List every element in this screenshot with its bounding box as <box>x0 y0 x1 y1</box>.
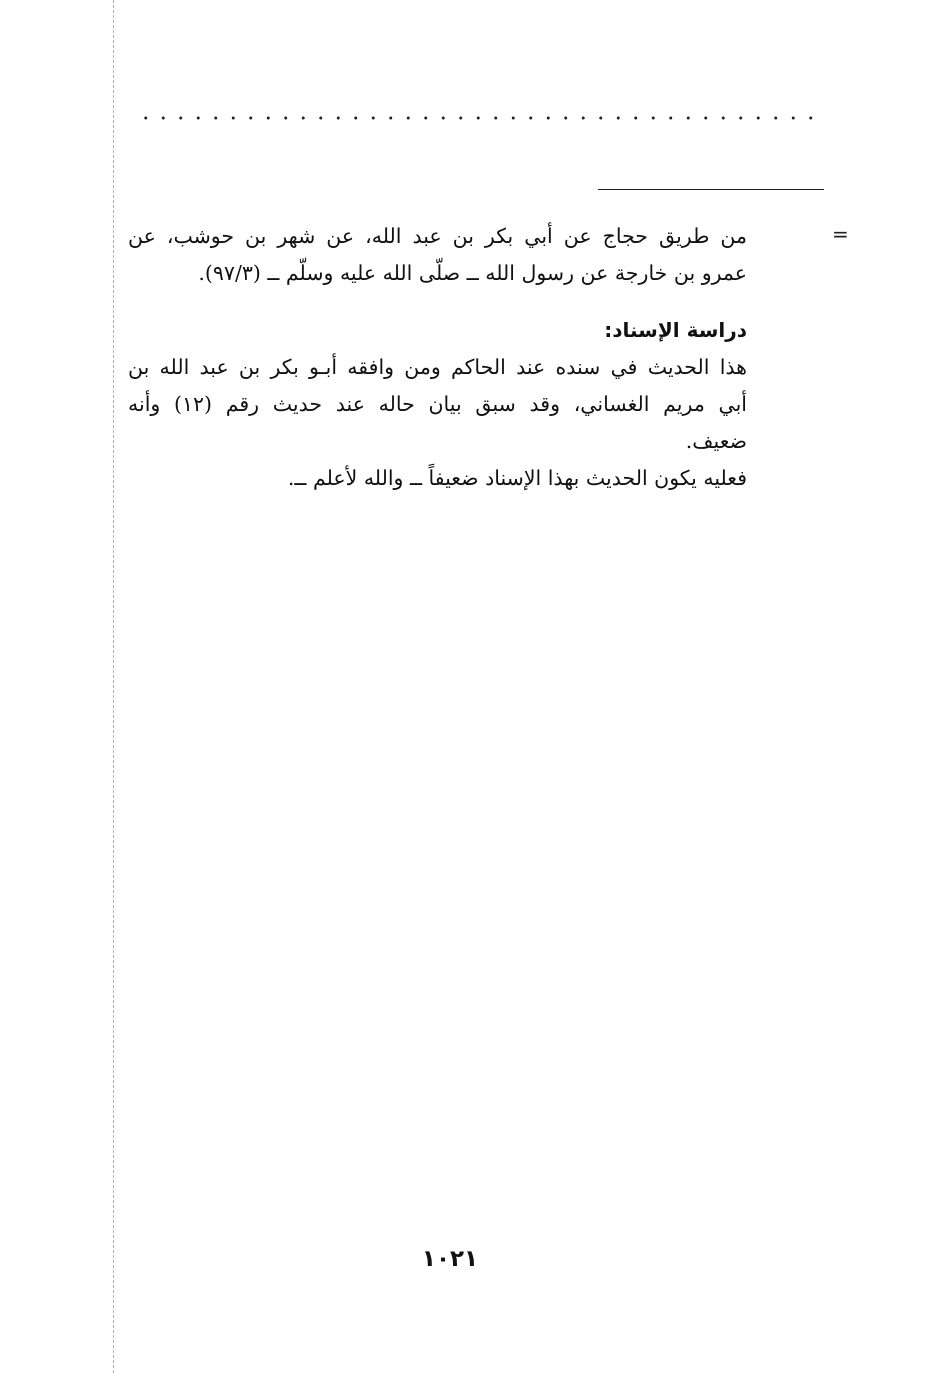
paragraph-line: هذا الحديث في سنده عند الحاكم ومن وافقه أبـو بكر بن عبد الله بن <box>128 355 747 379</box>
footnote-continuation-mark: = <box>832 222 849 246</box>
study-section <box>128 312 747 497</box>
conclusion-line: فعليه يكون الحديث بهذا الإسناد ضعيفاً ــ والله لأعلم ــ. <box>287 466 747 490</box>
footnote-block <box>128 218 747 292</box>
paragraph-line: ضعيف. <box>685 429 747 453</box>
footnote-separator-line <box>598 189 824 190</box>
paragraph-line: أبي مريم الغساني، وقد سبق بيان حاله عند حديث رقم (١٢) وأنه <box>128 392 747 416</box>
page-binding-edge <box>113 0 114 1373</box>
page-number: ١٠٢١ <box>421 1246 479 1272</box>
footnote-line: من طريق حجاج عن أبي بكر بن عبد الله، عن شهر بن حوشب، عن <box>128 224 747 248</box>
section-heading: دراسة الإسناد: <box>604 318 747 342</box>
dotted-separator <box>133 112 819 124</box>
footnote-line: عمرو بن خارجة عن رسول الله ــ صلّى الله عليه وسلّم ــ (٩٧/٣). <box>198 261 747 285</box>
